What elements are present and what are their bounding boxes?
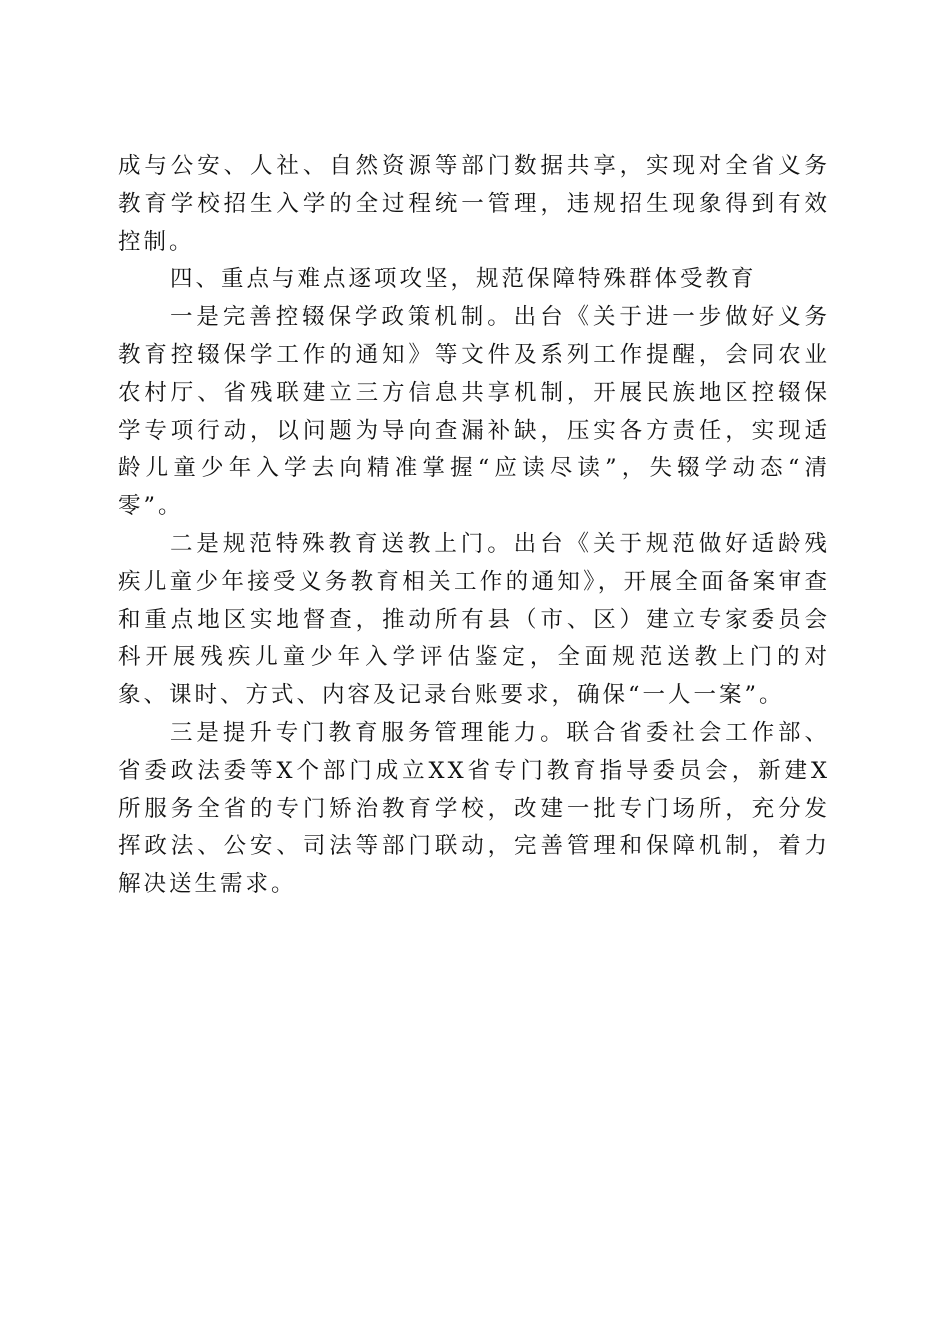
section-heading: 四、重点与难点逐项攻坚，规范保障特殊群体受教育 — [170, 266, 757, 293]
paragraph-dropout-control: 一是完善控辍保学政策机制。出台《关于进一步做好义务教育控辍保学工作的通知》等文件及系列工作提醒，会同农业农村厅、省残联建立三方信息共享机制，开展民族地区控辍保学专项行动，以问题为导向查漏补缺，压实各方责任，实现适龄儿童少年入学去向精准掌握“应读尽读”，失辍学动态“清零”。 — [118, 304, 830, 520]
paragraph-special-education: 二是规范特殊教育送教上门。出台《关于规范做好适龄残疾儿童少年接受义务教育相关工作的通知》，开展全面备案审查和重点地区实地督查，推动所有县（市、区）建立专家委员会科开展残疾儿童少年入学评估鉴定，全面规范送教上门的对象、课时、方式、内容及记录台账要求，确保“一人一案”。 — [118, 530, 830, 709]
paragraph-continuation: 成与公安、人社、自然资源等部门数据共享，实现对全省义务教育学校招生入学的全过程统一管理，违规招生现象得到有效控制。 — [118, 153, 830, 255]
document-body — [118, 148, 830, 904]
paragraph-specialized-education: 三是提升专门教育服务管理能力。联合省委社会工作部、省委政法委等X个部门成立XX省专门教育指导委员会，新建X所服务全省的专门矫治教育学校，改建一批专门场所，充分发挥政法、公安、司法等部门联动，完善管理和保障机制，着力解决送生需求。 — [118, 719, 830, 898]
